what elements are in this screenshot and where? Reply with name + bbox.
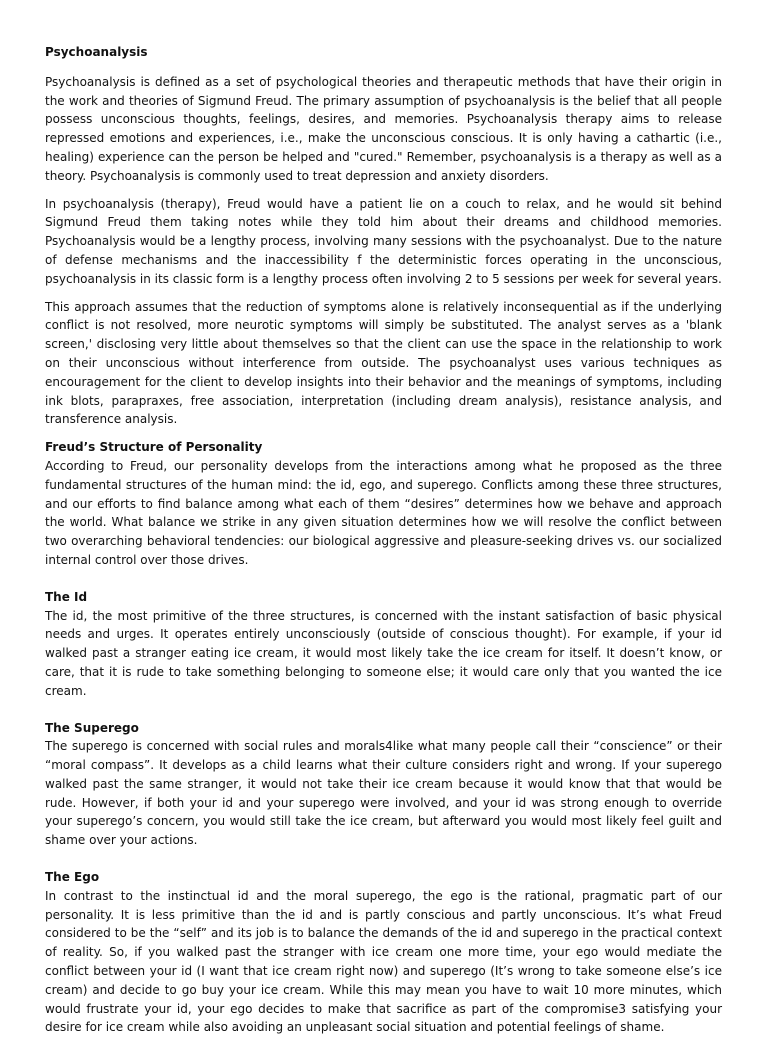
intro-paragraph-2: In psychoanalysis (therapy), Freud would have a patient lie on a couch to relax, and he would sit behind Sigmund Freud them taking notes while they told him about their dreams and childhood memories. Psychoanalysis would be a lengthy process, involving many sessions with the psychoanalyst. Due to the nature of defense mechanisms and the inaccessibility f the deterministic forces operating in the unconscious, psychoanalysis in its classic form is a lengthy process often involving 2 to 5 sessions per week for several years. (45, 196, 722, 286)
section-heading: The Ego (45, 870, 100, 885)
section-heading: The Superego (45, 720, 139, 735)
section-body: The superego is concerned with social rules and morals4like what many people call their “conscience” or their “moral compass”. It develops as a child learns what their culture considers right and wrong. If your superego walked past the same stranger, it would not take their ice cream because it would know that that would be rude. However, if both your id and your superego were involved, and your id was strong enough to override your superego’s concern, you would still take the ice cream, but afterward you would most likely feel guilt and shame over your actions. (45, 739, 722, 848)
section-structure-of-personality (45, 438, 722, 570)
intro-paragraph-1: Psychoanalysis is defined as a set of psychological theories and therapeutic methods that have their origin in the work and theories of Sigmund Freud. The primary assumption of psychoanalysis is the belief that all people possess unconscious thoughts, feelings, desires, and memories. Psychoanalysis therapy aims to release repressed emotions and experiences, i.e., make the unconscious conscious. It is only having a cathartic (i.e., healing) experience can the person be helped and "cured." Remember, psychoanalysis is a therapy as well as a theory. Psychoanalysis is commonly used to treat depression and anxiety disorders. (45, 74, 722, 183)
document-page (45, 43, 722, 1055)
section-heading: The Id (45, 589, 88, 604)
section-heading: Freud’s Structure of Personality (45, 440, 263, 455)
section-the-superego (45, 719, 722, 851)
section-body: According to Freud, our personality develops from the interactions among what he proposed as the three fundamental structures of the human mind: the id, ego, and superego. Conflicts among these three structures, and our efforts to find balance among what each of them “desires” determines how we behave and approach the world. What balance we strike in any given situation determines how we will resolve the conflict between two overarching behavioral tendencies: our biological aggressive and pleasure-seeking drives vs. our socialized internal control over those drives. (45, 458, 722, 567)
section-body: In contrast to the instinctual id and the moral superego, the ego is the rational, pragmatic part of our personality. It is less primitive than the id and is partly conscious and partly unconscious. It’s what Freud considered to be the “self” and its job is to balance the demands of the id and superego in the practical context of reality. So, if you walked past the stranger with ice cream one more time, your ego would mediate the conflict between your id (I want that ice cream right now) and superego (It’s wrong to take someone else’s ice cream) and decide to go buy your ice cream. While this may mean you have to wait 10 more minutes, which would frustrate your id, your ego decides to make that sacrifice as part of the compromise3 satisfying your desire for ice cream while also avoiding an unpleasant social situation and potential feelings of shame. (45, 888, 722, 1035)
section-body: The id, the most primitive of the three structures, is concerned with the instant satisfaction of basic physical needs and urges. It operates entirely unconsciously (outside of conscious thought). For example, if your id walked past a stranger eating ice cream, it would most likely take the ice cream for itself. It doesn’t know, or care, that it is rude to take something belonging to someone else; it would care only that you wanted the ice cream. (45, 608, 722, 698)
document-title: Psychoanalysis (45, 45, 148, 59)
section-the-ego (45, 868, 722, 1037)
intro-paragraph-3: This approach assumes that the reduction of symptoms alone is relatively inconsequential as if the underlying conflict is not resolved, more neurotic symptoms will simply be substituted. The analyst serves as a 'blank screen,' disclosing very little about themselves so that the client can use the space in the relationship to work on their unconscious without interference from outside. The psychoanalyst uses various techniques as encouragement for the client to develop insights into their behavior and the meanings of symptoms, including ink blots, parapraxes, free association, interpretation (including dream analysis), resistance analysis, and transference analysis. (45, 299, 722, 427)
section-the-id (45, 588, 722, 701)
